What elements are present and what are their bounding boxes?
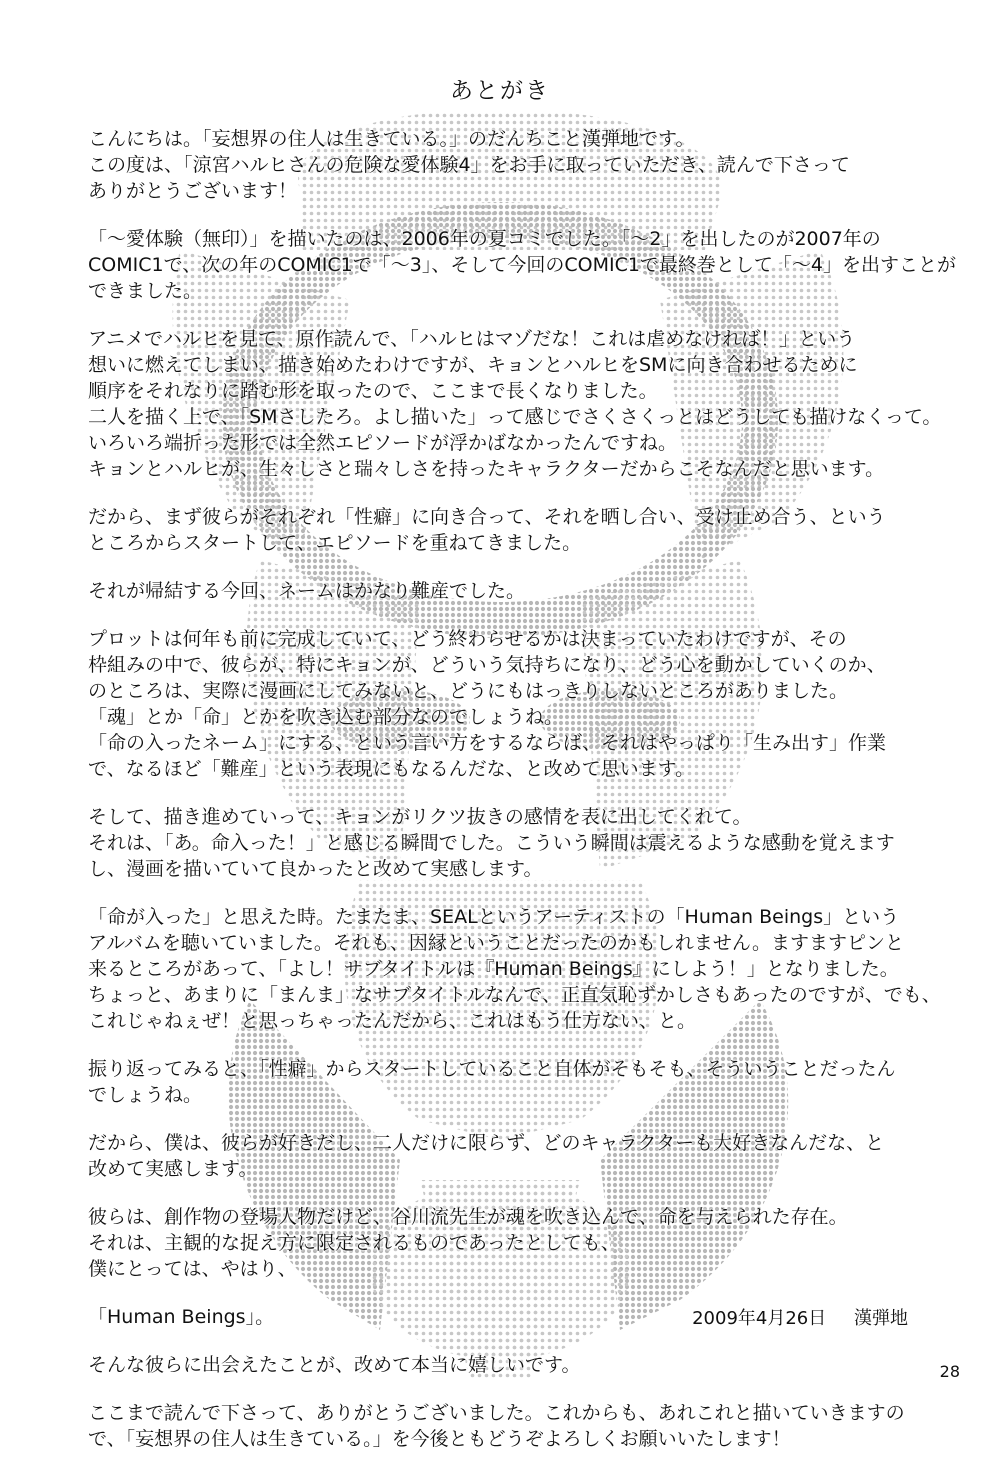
- text-line: 僕にとっては、やはり、: [88, 1258, 297, 1280]
- text-line: 「命の入ったネーム」にする、という言い方をするならば、それはやっぱり「生み出す」作業: [88, 732, 887, 754]
- text-line: そんな彼らに出会えたことが、改めて本当に嬉しいです。: [88, 1354, 581, 1376]
- signature-date: 2009年4月26日: [692, 1308, 827, 1329]
- text-line: 「命が入った」と思えた時。たまたま、SEALというアーティストの「Human Beings」という: [88, 906, 900, 928]
- paragraph: [88, 578, 918, 604]
- text-line: そして、描き進めていって、キョンがリクツ抜きの感情を表に出してくれて。: [88, 806, 752, 828]
- paragraph: [88, 804, 918, 882]
- text-line: ちょっと、あまりに「まんま」なサブタイトルなんで、正直気恥ずかしさもあったのですが、でも、: [88, 984, 941, 1006]
- paragraph: [88, 1352, 918, 1378]
- text-line: アニメでハルヒを見て、原作読んで、「ハルヒはマゾだな！これは虐めなければ！」という: [88, 328, 856, 350]
- paragraph: [88, 326, 942, 482]
- paragraph: [88, 504, 918, 556]
- text-line: ところからスタートして、エピソードを重ねてきました。: [88, 532, 582, 554]
- page-title: あとがき: [450, 78, 550, 104]
- text-line: だから、僕は、彼らが好きだし、二人だけに限らず、どのキャラクターも大好きなんだな、と: [88, 1132, 885, 1154]
- text-line: ありがとうございます！: [88, 180, 298, 202]
- text-line: 「魂」とか「命」とかを吹き込む部分なのでしょうね。: [88, 706, 564, 728]
- paragraph: [88, 1400, 918, 1452]
- paragraph: [88, 1056, 918, 1108]
- text-line: 順序をそれなりに踏む形を取ったので、ここまで長くなりました。: [88, 380, 658, 402]
- text-line: それは、「あ。命入った！」と感じる瞬間でした。こういう瞬間は震えるような感動を覚えます: [88, 832, 895, 854]
- text-line: それは、主観的な捉え方に限定されるものであったとしても、: [88, 1232, 620, 1254]
- page-number: 28: [939, 1362, 960, 1381]
- text-line: 振り返ってみると、「性癖」からスタートしていること自体がそもそも、そういうことだったん: [88, 1058, 896, 1080]
- text-line: 二人を描く上で、「SMさしたろ。よし描いた」って感じでさくさくっとはどうしても描けなくって。: [88, 406, 942, 428]
- paragraph: [88, 226, 957, 304]
- text-line: こんにちは。「妄想界の住人は生きている。」のだんちこと漢弾地です。: [88, 128, 695, 150]
- paragraph: [88, 904, 941, 1034]
- text-line: これじゃねぇぜ！と思っちゃったんだから、これはもう仕方ない、と。: [88, 1010, 697, 1032]
- text-line: だから、まず彼らがそれぞれ「性癖」に向き合って、それを晒し合い、受け止め合う、という: [88, 506, 886, 528]
- text-line: 「～愛体験（無印）」を描いたのは、2006年の夏コミでした。「～2」を出したのが2007年の: [88, 228, 881, 250]
- paragraph: [88, 126, 918, 204]
- text-line: で、「妄想界の住人は生きている。」を今後ともどうぞよろしくお願いいたします！: [88, 1428, 791, 1450]
- text-line: のところは、実際に漫画にしてみないと、どうにもはっきりしないところがありました。: [88, 680, 849, 702]
- text-line: 「Human Beings」。: [88, 1306, 275, 1328]
- text-line: COMIC1で、次の年のCOMIC1で「～3」、そして今回のCOMIC1で最終巻として「～4」を出すことが: [88, 254, 957, 276]
- text-line: でしょうね。: [88, 1084, 203, 1106]
- text-line: それが帰結する今回、ネームはかなり難産でした。: [88, 580, 526, 602]
- text-line: 彼らは、創作物の登場人物だけど、谷川流先生が魂を吹き込んで、命を与えられた存在。: [88, 1206, 848, 1228]
- text-line: できました。: [88, 280, 203, 302]
- text-line: キョンとハルヒが、生々しさと瑞々しさを持ったキャラクターだからこそなんだと思います。: [88, 458, 885, 480]
- text-line: し、漫画を描いていて良かったと改めて実感します。: [88, 858, 543, 880]
- signature: [692, 1304, 908, 1330]
- signature-author: 漢弾地: [854, 1308, 908, 1329]
- text-line: 改めて実感します。: [88, 1158, 258, 1180]
- paragraph: [88, 1130, 918, 1182]
- paragraph: [88, 626, 918, 782]
- text-line: ここまで読んで下さって、ありがとうございました。これからも、あれこれと描いていきますの: [88, 1402, 905, 1424]
- text-line: いろいろ端折った形では全然エピソードが浮かばなかったんですね。: [88, 432, 678, 454]
- text-line: アルバムを聴いていました。それも、因縁ということだったのかもしれません。ますますピンと: [88, 932, 905, 954]
- text-line: プロットは何年も前に完成していて、どう終わらせるかは決まっていたわけですが、その: [88, 628, 847, 650]
- text-line: で、なるほど「難産」という表現にもなるんだな、と改めて思います。: [88, 758, 695, 780]
- paragraph: [88, 1204, 918, 1282]
- text-line: 想いに燃えてしまい、描き始めたわけですが、キョンとハルヒをSMに向き合わせるために: [88, 354, 858, 376]
- text-line: この度は、「涼宮ハルヒさんの危険な愛体験4」をお手に取っていただき、読んで下さって: [88, 154, 850, 176]
- text-line: 来るところがあって、「よし！サブタイトルは『Human Beings』にしよう！」となりました。: [88, 958, 899, 980]
- text-line: 枠組みの中で、彼らが、特にキョンが、どういう気持ちになり、どう心を動かしていくのか、: [88, 654, 886, 676]
